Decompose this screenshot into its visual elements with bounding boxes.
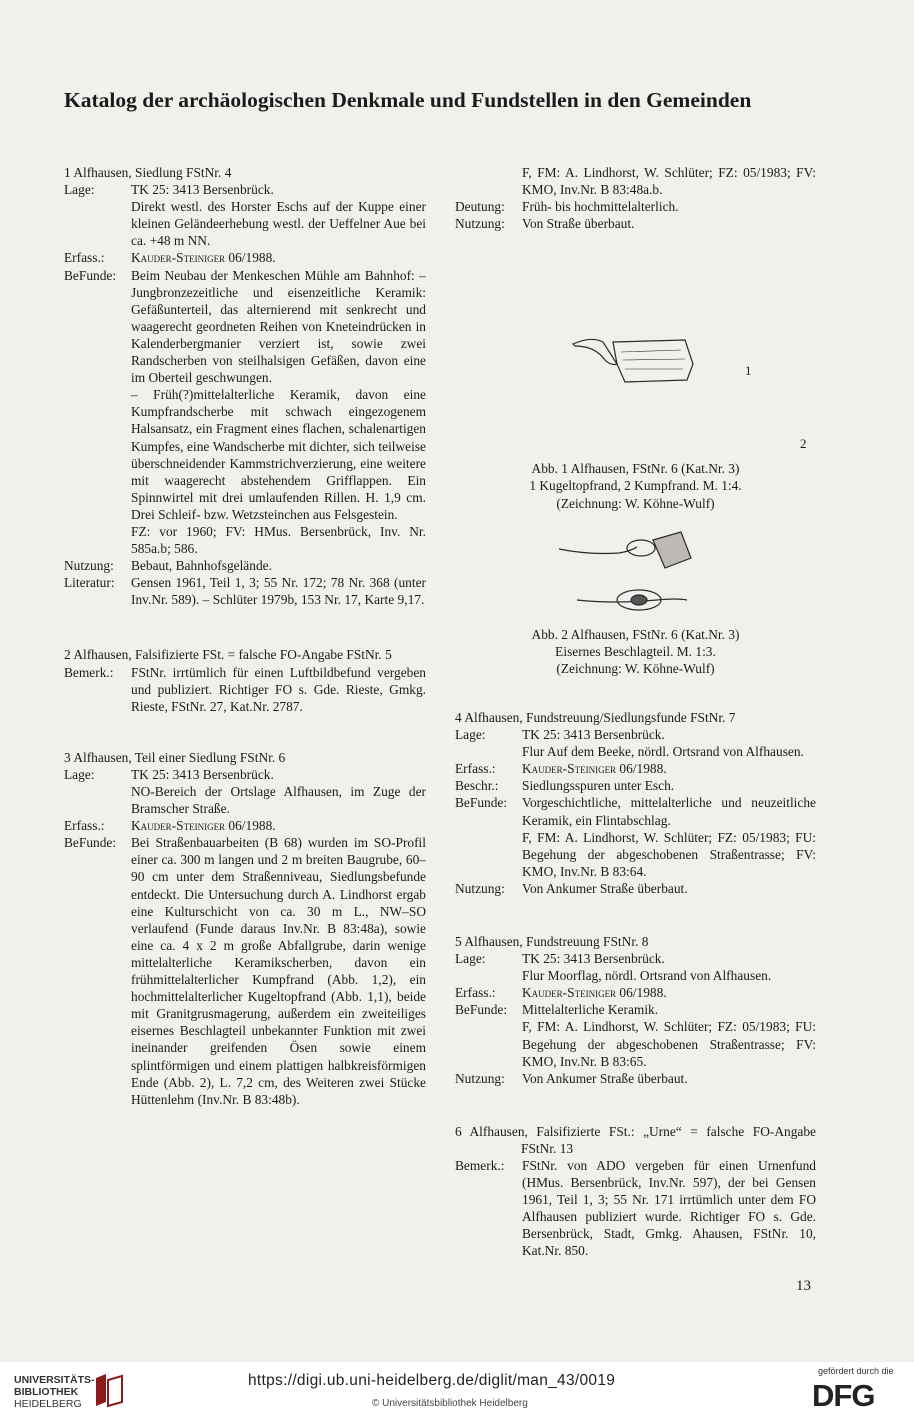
field-label: Literatur: — [64, 575, 115, 591]
library-name — [14, 1374, 95, 1410]
entry-1-field — [64, 249, 426, 266]
entry-number: 1 — [64, 165, 74, 180]
entry-number: 3 — [64, 749, 74, 765]
field-text: FStNr. von ADO vergeben für einen Urnenfund (HMus. Bersenbrück, Inv.Nr. 597), der bei Gensen 1961, Teil 1, 3; 55 Nr. 171 irrtümlich unter dem FO Alfhausen publiziert wurde. Richtiger FO s. Gde. Bersenbrück, Stadt, Gmkg. Ahausen, FStNr. 10, Kat.Nr. 850. — [522, 1158, 816, 1259]
entry-heading — [455, 1123, 816, 1157]
field-text: TK 25: 3413 Bersenbrück. — [522, 727, 665, 743]
figure-1 — [521, 232, 816, 452]
figure-1-caption-line-2: 1 Kugeltopfrand, 2 Kumpfrand. M. 1:4. — [529, 478, 742, 494]
field-label: Lage: — [64, 766, 95, 782]
entry-3-field — [455, 215, 816, 232]
catalog-entry-6 — [455, 1123, 816, 1260]
field-text: TK 25: 3413 Bersenbrück. — [131, 766, 274, 782]
entry-4-field — [455, 743, 816, 760]
field-text: Bei Straßenbauarbeiten (B 68) wurden im SO-Profil einer ca. 300 m langen und 2 m breiten Baugrube, 60–90 cm unter dem Straßenniveau, Siedlungsbefunde entdeckt. Die Untersuchung durch A. Lindhorst ergab eine Kulturschicht von ca. 30 m L., NW–SO verlaufend (Funde daraus Inv.Nr. B 83:48a), sowie eine ca. 4 x 2 m große Abfallgrube, darin wenige mittelalterliche Keramikscherben, davon ein frühmittelalterlicher Kumpfrand (Abb. 1,2), ein hochmittelalterlicher Kugeltopfrand (Abb. 1,1), beide mit Granitgrusmagerung, außerdem ein zweiteiliges eisernes Beschlagteil unbekannter Funktion mit zwei ineinander greifenden Ösen sowie einem splintförmigen und einem plattigen halbkreisförmigen Ende (Abb. 2), L. 7,2 cm, des Weiteren zwei Stücke Hüttenlehm (Inv.Nr. B 83:48b). — [131, 835, 426, 1107]
figure-2-caption-line-3: (Zeichnung: W. Köhne-Wulf) — [556, 660, 715, 676]
entry-5-field — [455, 1070, 816, 1087]
field-text: Flur Auf dem Beeke, nördl. Ortsrand von Alfhausen. — [522, 744, 804, 760]
field-label: BeFunde: — [455, 795, 508, 811]
library-logo-icon — [92, 1372, 126, 1410]
field-text: Vorgeschichtliche, mittelalterliche und neuzeitliche Keramik, ein Flintabschlag. — [522, 795, 816, 828]
entry-2-field — [64, 664, 426, 715]
field-text: F, FM: A. Lindhorst, W. Schlüter; FZ: 05/1983; FU: Begehung der abgeschobenen Straßentrasse; FV: KMO, Inv.Nr. B 83:64. — [522, 829, 816, 879]
page-url-link[interactable]: https://digi.ub.uni-heidelberg.de/diglit/man_43/0019 — [248, 1372, 616, 1389]
field-label: Lage: — [64, 182, 95, 198]
figure-1-caption-line-3: (Zeichnung: W. Köhne-Wulf) — [556, 495, 715, 511]
catalog-entry-2 — [64, 646, 426, 714]
funding-note: gefördert durch die — [818, 1366, 894, 1376]
entry-1-field — [64, 198, 426, 249]
entry-3-continuation — [455, 164, 816, 232]
entry-heading — [64, 164, 426, 181]
field-text: FZ: vor 1960; FV: HMus. Bersenbrück, Inv. Nr. 585a.b; 586. — [131, 523, 426, 557]
dfg-logo: DFG — [812, 1378, 875, 1413]
field-text: F, FM: A. Lindhorst, W. Schlüter; FZ: 05/1983; FU: Begehung der abgeschobenen Straßentrasse; FV: KMO, Inv.Nr. B 83:65. — [522, 1019, 816, 1069]
field-label: Erfass.: — [455, 985, 496, 1001]
entry-6-field — [455, 1157, 816, 1260]
field-text: NO-Bereich der Ortslage Alfhausen, im Zuge der Bramscher Straße. — [131, 784, 426, 817]
field-label — [455, 164, 522, 198]
entry-number: 2 — [64, 647, 74, 663]
field-text: Kauder-Steiniger 06/1988. — [131, 818, 276, 834]
entry-1-field — [64, 574, 426, 608]
field-text: – Früh(?)mittelalterliche Keramik, davon eine Kumpfrandscherbe mit schwach eingezogenem Halsansatz, ein Fragment eines flachen, schalenartigen Kumpfes, eine Wandscherbe mit dichter, sich teilweise überschneidender Kammstrichverzierung, eine weitere mit waagerecht abstehendem Grifflappen. Ein Spinnwirtel mit drei umlaufenden Rillen. H. 1,9 cm. Drei Schleif- bzw. Wetzsteinchen aus Felsgestein. — [131, 387, 426, 522]
fitting-plate-top — [653, 532, 691, 568]
entry-5-field — [455, 984, 816, 1001]
field-label: Nutzung: — [455, 880, 505, 896]
field-label: Erfass.: — [64, 250, 105, 266]
entry-4-field — [455, 760, 816, 777]
entry-heading — [64, 646, 426, 663]
field-label — [64, 783, 131, 817]
figure-1-label-1: 1 — [745, 363, 752, 379]
entry-1-field — [64, 181, 426, 198]
field-text: Siedlungsspuren unter Esch. — [522, 778, 675, 794]
field-text: FStNr. irrtümlich für einen Luftbildbefund vergeben und publiziert. Richtiger FO s. Gde. Rieste, Gmkg. Rieste, FStNr. 27, Kat.Nr. 2787. — [131, 664, 426, 714]
catalog-entry-4 — [455, 709, 816, 897]
entry-5-field — [455, 1001, 816, 1018]
left-column — [64, 164, 426, 1108]
entry-title: Alfhausen, Falsifizierte FSt. = falsche FO-Angabe FStNr. 5 — [73, 647, 392, 663]
field-text: Bebaut, Bahnhofsgelände. — [131, 558, 272, 574]
page-number: 13 — [796, 1278, 811, 1294]
rim-profile-1 — [573, 340, 617, 365]
field-text: Von Straße überbaut. — [522, 216, 635, 232]
entry-number: 5 — [455, 933, 465, 949]
field-text: Kauder-Steiniger 06/1988. — [522, 985, 667, 1001]
entry-3-field — [64, 834, 426, 1108]
entry-4-field — [455, 726, 816, 743]
field-label: Beschr.: — [455, 778, 499, 794]
figure-2-drawing — [521, 512, 816, 616]
entry-4-field — [455, 777, 816, 794]
field-text: TK 25: 3413 Bersenbrück. — [131, 182, 274, 198]
field-label: BeFunde: — [455, 1002, 508, 1018]
field-text: Gensen 1961, Teil 1, 3; 55 Nr. 172; 78 Nr. 368 (unter Inv.Nr. 589). – Schlüter 1979b, 153 Nr. 17, Karte 9,17. — [131, 575, 426, 608]
field-label: Nutzung: — [455, 216, 505, 232]
field-label: Erfass.: — [64, 818, 105, 834]
entry-5-field — [455, 1018, 816, 1069]
entry-title: Alfhausen, Falsifizierte FSt.: „Urne“ = falsche FO-Angabe FStNr. 13 — [469, 1123, 816, 1156]
entry-heading — [455, 709, 816, 726]
field-text: F, FM: A. Lindhorst, W. Schlüter; FZ: 05/1983; FV: KMO, Inv.Nr. B 83:48a.b. — [522, 165, 816, 198]
fitting-pin-top — [559, 547, 637, 554]
field-text: Kauder-Steiniger 06/1988. — [131, 250, 276, 266]
field-label: BeFunde: — [64, 267, 117, 283]
field-label: Bemerk.: — [455, 1158, 505, 1173]
entry-5-field — [455, 967, 816, 984]
entry-3-field — [64, 783, 426, 817]
entry-1-field — [64, 386, 426, 523]
field-label — [64, 523, 131, 557]
catalog-entry-1 — [64, 164, 426, 608]
copyright-notice: © Universitätsbibliothek Heidelberg — [372, 1398, 528, 1409]
library-name-line-3: HEIDELBERG — [14, 1398, 82, 1410]
catalog-entry-3 — [64, 749, 426, 1108]
entry-1-field — [64, 267, 426, 387]
figure-2 — [521, 512, 816, 616]
field-label — [455, 829, 522, 880]
entry-title: Alfhausen, Siedlung FStNr. 4 — [73, 165, 232, 180]
figure-1-caption-line-1: Abb. 1 Alfhausen, FStNr. 6 (Kat.Nr. 3) — [531, 461, 740, 477]
footer-bar — [0, 1362, 914, 1422]
field-label — [455, 1018, 522, 1069]
entry-4-field — [455, 794, 816, 828]
entry-4-field — [455, 880, 816, 897]
entry-3-field — [64, 817, 426, 834]
entry-1-field — [64, 557, 426, 574]
entry-3-field — [455, 198, 816, 215]
entry-number: 6 — [455, 1123, 470, 1139]
field-text: Flur Moorflag, nördl. Ortsrand von Alfhausen. — [522, 968, 772, 984]
figure-2-caption-line-1: Abb. 2 Alfhausen, FStNr. 6 (Kat.Nr. 3) — [531, 626, 740, 642]
right-column — [455, 164, 816, 1260]
field-text: TK 25: 3413 Bersenbrück. — [522, 951, 665, 967]
field-text: Direkt westl. des Horster Eschs auf der Kuppe einer kleinen Geländeerhebung westl. der Ueffelner Aue bei ca. +48 m NN. — [131, 199, 426, 249]
entry-title: Alfhausen, Fundstreuung FStNr. 8 — [464, 933, 649, 949]
entry-1-field — [64, 523, 426, 557]
field-label: Deutung: — [455, 199, 505, 215]
entry-3-field — [455, 164, 816, 198]
field-label: Lage: — [455, 727, 486, 743]
entry-heading — [64, 749, 426, 766]
rim-sherd-1 — [613, 340, 693, 382]
figure-2-caption — [455, 626, 816, 677]
field-text: Von Ankumer Straße überbaut. — [522, 880, 688, 896]
library-name-line-2: BIBLIOTHEK — [14, 1386, 79, 1398]
entry-heading — [455, 933, 816, 950]
field-text: Beim Neubau der Menkeschen Mühle am Bahnhof: – Jungbronzezeitliche und eisenzeitliche Keramik: Gefäßunterteil, das alternierend mit senkrecht und waagerecht geordneten Reihen von Kneteindrücken in Kalenderbergmanier verziert ist, sowie zwei Randscherben von steilhalsigen Gefäßen, davon eine im Oberteil geschwungen. — [131, 267, 426, 386]
entry-5-field — [455, 950, 816, 967]
entry-number: 4 — [455, 709, 465, 725]
field-text: Früh- bis hochmittelalterlich. — [522, 199, 679, 215]
figure-2-caption-line-2: Eisernes Beschlagteil. M. 1:3. — [555, 643, 716, 659]
field-label: Nutzung: — [455, 1070, 505, 1086]
field-label — [64, 386, 131, 523]
figure-1-caption — [455, 460, 816, 511]
field-text: Von Ankumer Straße überbaut. — [522, 1070, 688, 1086]
library-name-line-1: UNIVERSITÄTS- — [14, 1374, 95, 1386]
field-text: Kauder-Steiniger 06/1988. — [522, 761, 667, 777]
field-label — [455, 967, 522, 984]
field-label: Erfass.: — [455, 761, 496, 777]
catalog-entry-5 — [455, 933, 816, 1087]
field-label — [455, 743, 522, 760]
field-label: BeFunde: — [64, 835, 117, 851]
entry-title: Alfhausen, Fundstreuung/Siedlungsfunde FStNr. 7 — [464, 709, 736, 725]
entry-4-field — [455, 829, 816, 880]
field-label: Nutzung: — [64, 558, 114, 574]
figure-1-drawing — [521, 232, 816, 392]
field-text: Mittelalterliche Keramik. — [522, 1002, 659, 1018]
field-label — [64, 198, 131, 249]
entry-3-field — [64, 766, 426, 783]
right-entries — [455, 709, 816, 1260]
field-label: Bemerk.: — [64, 664, 114, 680]
page-title: Katalog der archäologischen Denkmale und Fundstellen in den Gemeinden — [64, 88, 752, 112]
figure-1-label-2: 2 — [800, 436, 807, 452]
entry-title: Alfhausen, Teil einer Siedlung FStNr. 6 — [73, 749, 286, 765]
field-label: Lage: — [455, 951, 486, 967]
